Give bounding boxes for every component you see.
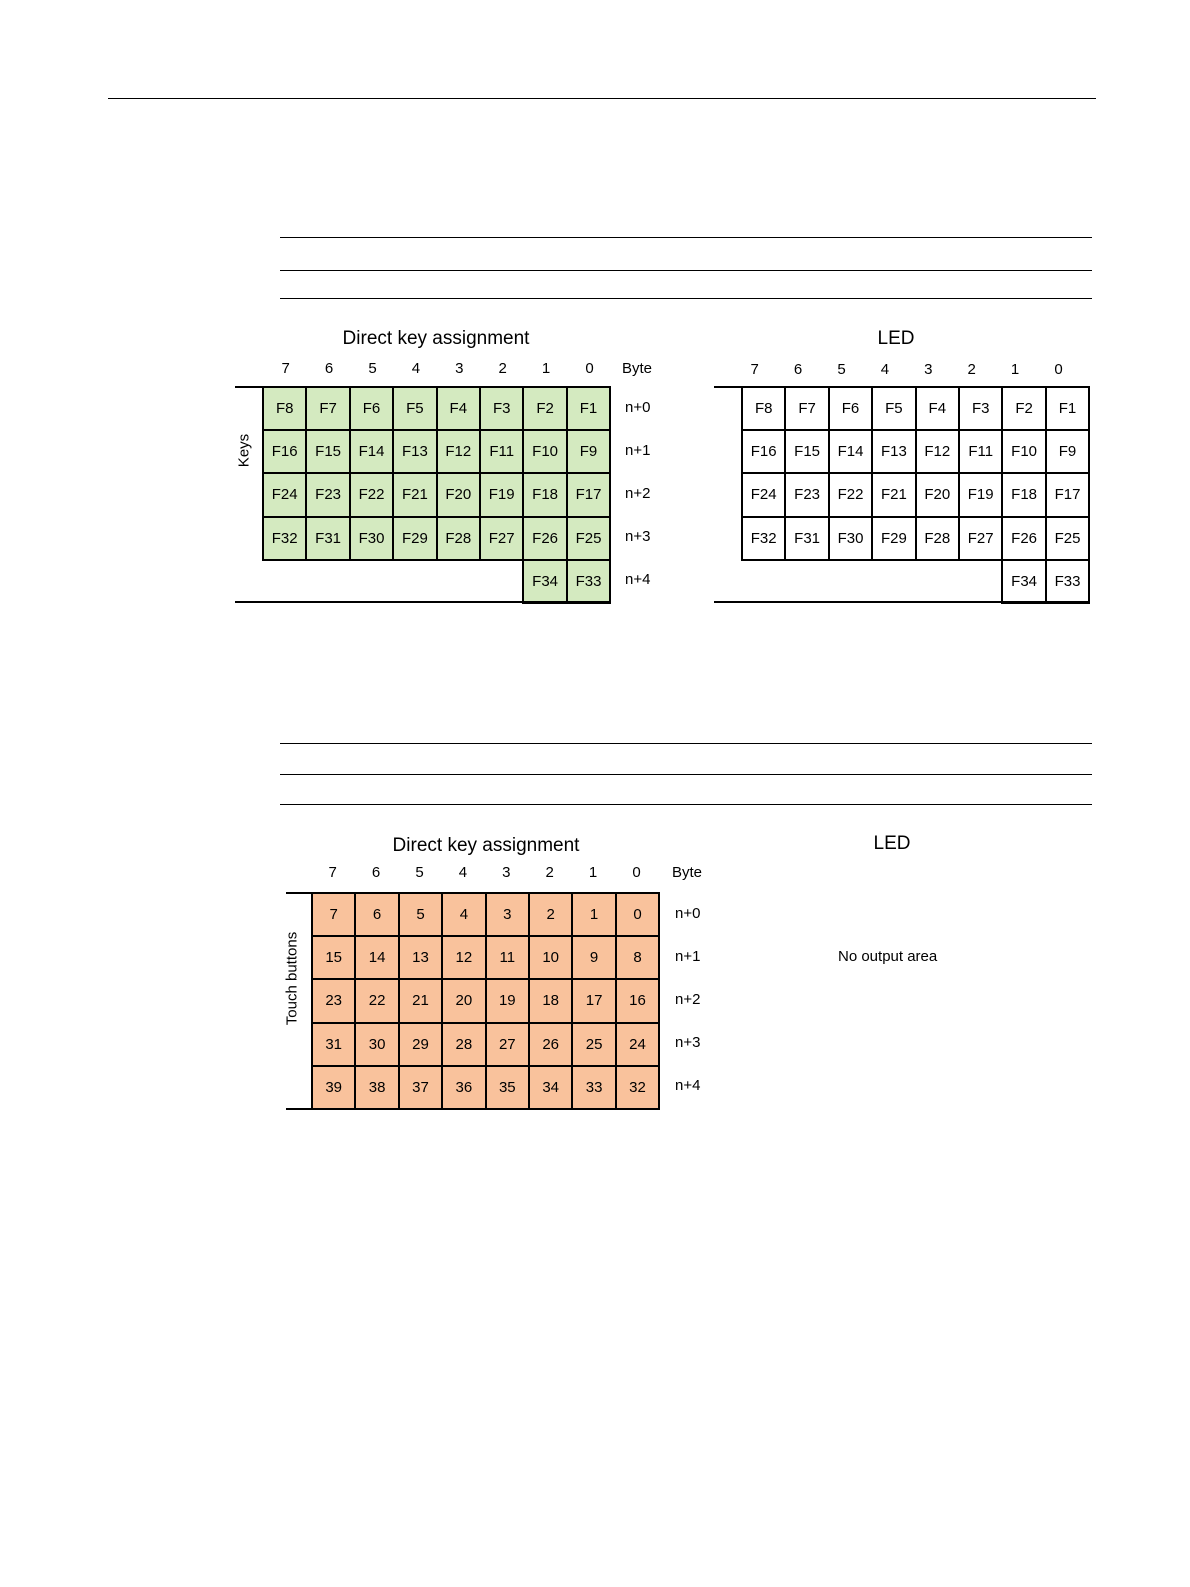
key-cell: F28 (436, 516, 481, 561)
touch-cell: 29 (398, 1022, 443, 1067)
touch-cell: 30 (354, 1022, 399, 1067)
touch-cell: 3 (485, 892, 530, 937)
led-cell: F4 (915, 386, 960, 431)
table-rule (280, 774, 1092, 775)
row-label: n+1 (625, 441, 651, 459)
touch-cell: 11 (485, 935, 530, 980)
touch-frame-top (286, 892, 312, 894)
row-label: n+0 (675, 904, 701, 922)
touch-frame-bottom (286, 1108, 660, 1110)
touch-cell: 38 (354, 1065, 399, 1110)
key-cell: F2 (522, 386, 567, 431)
touch-cell: 13 (398, 935, 443, 980)
row-label: n+4 (625, 571, 651, 589)
key-cell: F15 (305, 429, 350, 474)
bit-label: 3 (502, 864, 511, 881)
touch-diagram-title: Direct key assignment (392, 835, 580, 856)
bit-label: 5 (415, 864, 424, 881)
key-cell: F34 (522, 559, 567, 604)
touch-cell: 28 (441, 1022, 486, 1067)
key-cell: F21 (392, 472, 437, 517)
touch-cell: 16 (615, 978, 660, 1023)
key-cell: F27 (479, 516, 524, 561)
touch-cell: 6 (354, 892, 399, 937)
key-cell: F8 (262, 386, 307, 431)
key-cell: F11 (479, 429, 524, 474)
led-cell: F31 (784, 516, 829, 561)
touch-cell: 37 (398, 1065, 443, 1110)
touch-cell: 2 (528, 892, 573, 937)
touch-cell: 24 (615, 1022, 660, 1067)
bit-label: 2 (545, 864, 554, 881)
key-cell: F17 (566, 472, 611, 517)
bit-label: 6 (324, 360, 334, 377)
key-cell: F4 (436, 386, 481, 431)
touch-cell: 27 (485, 1022, 530, 1067)
led-cell: F12 (915, 429, 960, 474)
key-cell: F13 (392, 429, 437, 474)
led-cell: F9 (1045, 429, 1090, 474)
touch-cell: 7 (311, 892, 356, 937)
led-cell: F21 (871, 472, 916, 517)
touch-cell: 34 (528, 1065, 573, 1110)
key-cell: F14 (349, 429, 394, 474)
bit-label: 4 (458, 864, 468, 881)
led-cell: F26 (1001, 516, 1046, 561)
key-cell: F33 (566, 559, 611, 604)
key-cell: F32 (262, 516, 307, 561)
key-cell: F5 (392, 386, 437, 431)
led-cell: F13 (871, 429, 916, 474)
touch-cell: 22 (354, 978, 399, 1023)
key-cell: F29 (392, 516, 437, 561)
row-label: n+2 (625, 485, 651, 502)
led-cell: F20 (915, 472, 960, 517)
bit-label: 6 (371, 864, 381, 881)
touch-cell: 32 (615, 1065, 660, 1110)
led-cell: F29 (871, 516, 916, 561)
touch-cell: 9 (571, 935, 616, 980)
touch-cell: 4 (441, 892, 486, 937)
led-cell: F14 (828, 429, 873, 474)
touch-led-title: LED (873, 833, 911, 854)
led-cell: F23 (784, 472, 829, 517)
bit-label: 5 (368, 360, 377, 377)
led-cell: F28 (915, 516, 960, 561)
touch-cell: 5 (398, 892, 443, 937)
row-label: n+2 (675, 991, 701, 1008)
bit-label: 5 (837, 361, 846, 378)
key-cell: F22 (349, 472, 394, 517)
byte-header-label: Byte (672, 864, 703, 881)
led-cell: F18 (1001, 472, 1046, 517)
bit-label: 3 (455, 360, 464, 377)
key-cell: F23 (305, 472, 350, 517)
touch-axis-label: Touch buttons (283, 931, 301, 1026)
keys-diagram-title: Direct key assignment (342, 328, 530, 349)
row-label: n+1 (675, 947, 701, 965)
touch-cell: 14 (354, 935, 399, 980)
bit-label: 0 (1054, 361, 1063, 378)
bit-label: 2 (498, 360, 507, 377)
key-cell: F30 (349, 516, 394, 561)
table-rule (280, 237, 1092, 238)
touch-cell: 20 (441, 978, 486, 1023)
led-cell: F34 (1001, 559, 1046, 604)
row-label: n+3 (675, 1034, 701, 1052)
bit-label: 7 (750, 361, 759, 378)
touch-cell: 26 (528, 1022, 573, 1067)
led-cell: F8 (741, 386, 786, 431)
touch-cell: 12 (441, 935, 486, 980)
keys-frame-top (235, 386, 263, 388)
table-rule (280, 270, 1092, 271)
touch-cell: 23 (311, 978, 356, 1023)
bit-label: 0 (585, 360, 594, 377)
touch-cell: 31 (311, 1022, 356, 1067)
key-cell: F3 (479, 386, 524, 431)
touch-cell: 18 (528, 978, 573, 1023)
bit-label: 4 (880, 361, 890, 378)
key-cell: F26 (522, 516, 567, 561)
touch-cell: 21 (398, 978, 443, 1023)
key-cell: F9 (566, 429, 611, 474)
table-rule (280, 743, 1092, 744)
led-diagram-title: LED (877, 328, 915, 349)
table-rule (280, 804, 1092, 805)
touch-cell: 8 (615, 935, 660, 980)
bit-label: 2 (967, 361, 976, 378)
led-cell: F15 (784, 429, 829, 474)
page-header-rule (108, 98, 1096, 99)
led-cell: F7 (784, 386, 829, 431)
led-cell: F25 (1045, 516, 1090, 561)
led-cell: F22 (828, 472, 873, 517)
touch-cell: 10 (528, 935, 573, 980)
no-output-note: No output area (838, 948, 938, 965)
key-cell: F20 (436, 472, 481, 517)
touch-cell: 1 (571, 892, 616, 937)
led-cell: F11 (958, 429, 1003, 474)
touch-cell: 39 (311, 1065, 356, 1110)
touch-cell: 0 (615, 892, 660, 937)
touch-cell: 19 (485, 978, 530, 1023)
keys-axis-label: Keys (235, 433, 253, 468)
led-cell: F17 (1045, 472, 1090, 517)
led-cell: F10 (1001, 429, 1046, 474)
led-cell: F2 (1001, 386, 1046, 431)
row-label: n+4 (675, 1077, 701, 1095)
byte-header-label: Byte (622, 360, 653, 377)
key-cell: F1 (566, 386, 611, 431)
bit-label: 0 (632, 864, 641, 881)
key-cell: F24 (262, 472, 307, 517)
bit-label: 7 (328, 864, 337, 881)
led-cell: F5 (871, 386, 916, 431)
led-cell: F27 (958, 516, 1003, 561)
key-cell: F25 (566, 516, 611, 561)
led-cell: F24 (741, 472, 786, 517)
led-cell: F16 (741, 429, 786, 474)
touch-cell: 17 (571, 978, 616, 1023)
row-label: n+3 (625, 528, 651, 546)
led-cell: F33 (1045, 559, 1090, 604)
led-frame-bottom (714, 601, 1088, 603)
touch-cell: 25 (571, 1022, 616, 1067)
key-cell: F18 (522, 472, 567, 517)
row-label: n+0 (625, 398, 651, 416)
bit-label: 7 (281, 360, 290, 377)
touch-cell: 15 (311, 935, 356, 980)
bit-label: 6 (793, 361, 803, 378)
bit-label: 4 (411, 360, 421, 377)
key-cell: F19 (479, 472, 524, 517)
bit-label: 1 (1010, 361, 1020, 378)
touch-cell: 36 (441, 1065, 486, 1110)
key-cell: F7 (305, 386, 350, 431)
touch-cell: 33 (571, 1065, 616, 1110)
bit-label: 3 (924, 361, 933, 378)
led-cell: F1 (1045, 386, 1090, 431)
led-frame-top (714, 386, 742, 388)
led-cell: F32 (741, 516, 786, 561)
key-cell: F12 (436, 429, 481, 474)
led-cell: F3 (958, 386, 1003, 431)
led-cell: F6 (828, 386, 873, 431)
touch-cell: 35 (485, 1065, 530, 1110)
led-cell: F30 (828, 516, 873, 561)
table-rule (280, 298, 1092, 299)
led-cell: F19 (958, 472, 1003, 517)
key-cell: F16 (262, 429, 307, 474)
key-cell: F6 (349, 386, 394, 431)
keys-frame-bottom (235, 601, 610, 603)
key-cell: F31 (305, 516, 350, 561)
key-cell: F10 (522, 429, 567, 474)
bit-label: 1 (541, 360, 551, 377)
bit-label: 1 (588, 864, 598, 881)
